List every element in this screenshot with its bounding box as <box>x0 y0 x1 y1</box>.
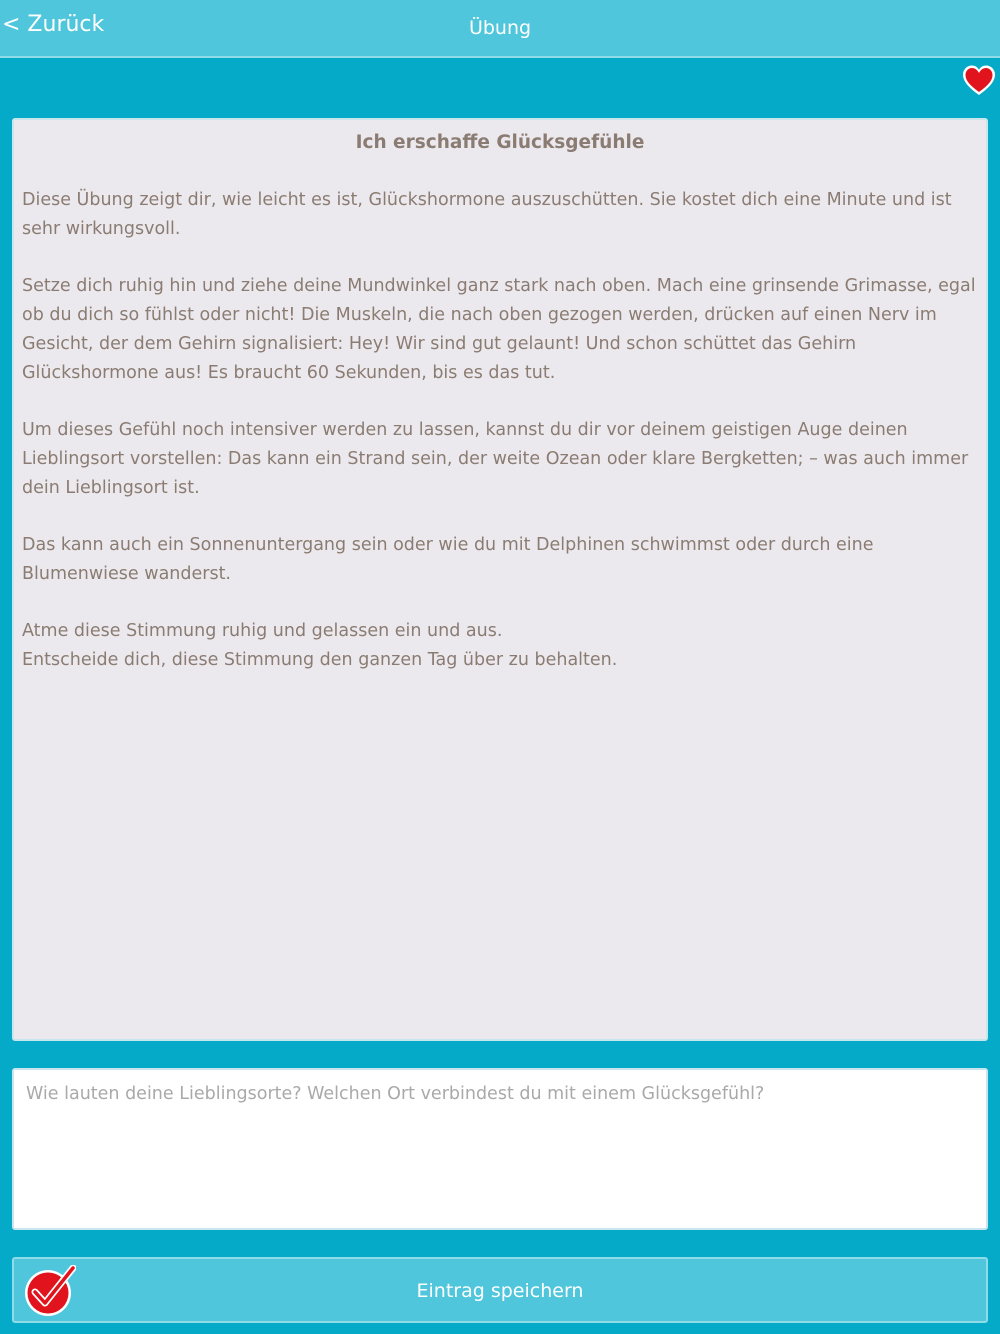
save-entry-button[interactable] <box>12 1257 988 1323</box>
exercise-paragraph: Atme diese Stimmung ruhig und gelassen ein und aus. <box>22 621 503 641</box>
exercise-paragraph: Diese Übung zeigt dir, wie leicht es ist, Glückshormone auszuschütten. Sie kostet dich eine Minute und ist sehr wirkungsvoll. <box>22 190 952 239</box>
navigation-bar <box>0 0 1000 58</box>
exercise-paragraph: Das kann auch ein Sonnenuntergang sein oder wie du mit Delphinen schwimmst oder durch eine Blumenwiese wanderst. <box>22 535 874 584</box>
exercise-paragraph: Um dieses Gefühl noch intensiver werden zu lassen, kannst du dir vor deinem geistigen Auge deinen Lieblingsort vorstellen: Das kann ein Strand sein, der weite Ozean oder klare Bergketten; – was auch immer dein Lieblingsort ist. <box>22 420 969 498</box>
favorite-places-input[interactable] <box>12 1068 988 1230</box>
save-entry-label: Eintrag speichern <box>416 1280 584 1302</box>
exercise-paragraph: Setze dich ruhig hin und ziehe deine Mundwinkel ganz stark nach oben. Mach eine grinsende Grimasse, egal ob du dich so fühlst oder nicht! Die Muskeln, die nach oben gezogen werden, drücken auf einen Nerv im Gesicht, der dem Gehirn signalisiert: Hey! Wir sind gut gelaunt! Und schon schüttet das Gehirn Glückshormone aus! Es braucht 60 Sekunden, bis es das tut. <box>22 276 976 383</box>
back-button[interactable]: < Zurück <box>2 12 105 37</box>
page-title: Übung <box>468 17 532 39</box>
exercise-title: Ich erschaffe Glücksgefühle <box>355 132 645 153</box>
exercise-card <box>12 118 988 1041</box>
heart-icon[interactable] <box>962 64 996 98</box>
exercise-paragraph: Entscheide dich, diese Stimmung den ganzen Tag über zu behalten. <box>22 650 618 670</box>
